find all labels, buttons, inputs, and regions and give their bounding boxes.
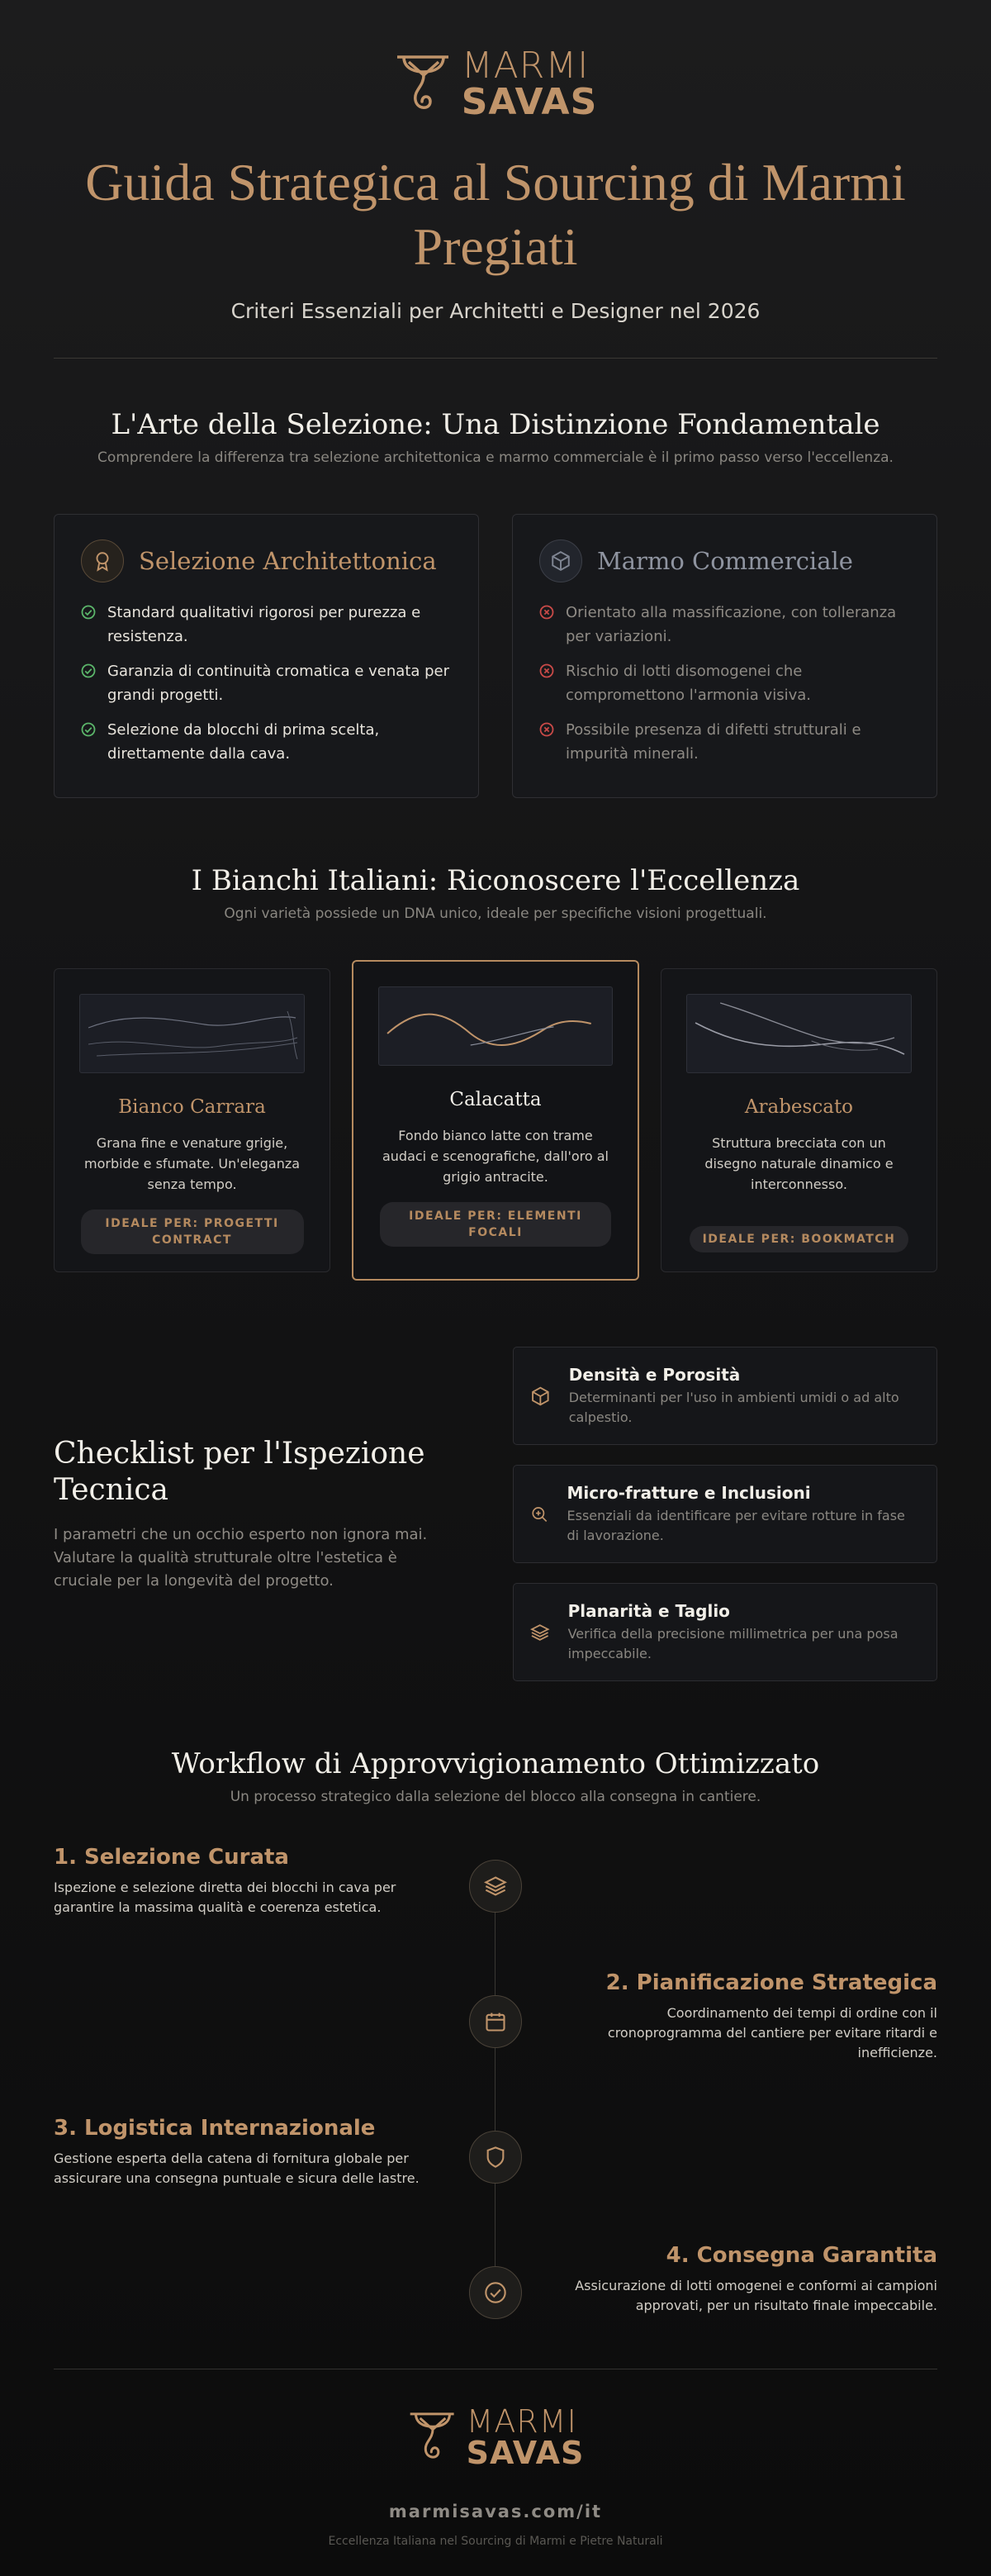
list-item: Standard qualitativi rigorosi per purezza e resistenza. (81, 601, 452, 649)
variety-tag: IDEALE PER: BOOKMATCH (690, 1226, 909, 1252)
marble-texture-image (378, 986, 613, 1066)
footer (54, 2369, 937, 2548)
check-circle-icon (81, 605, 96, 620)
check-circle-icon (81, 663, 96, 678)
workflow-step-desc: Coordinamento dei tempi di ordine con il cronoprogramma del cantiere per evitare ritardi e inefficienze. (607, 2005, 937, 2060)
architectural-title: Selezione Architettonica (139, 547, 437, 575)
page-title: Guida Strategica al Sourcing di Marmi Pregiati (85, 153, 906, 276)
header (54, 0, 937, 323)
variety-name: Calacatta (449, 1089, 542, 1110)
variety-card-bianco-carrara[interactable] (54, 968, 330, 1272)
varieties-subtitle: Ogni varietà possiede un DNA unico, ideale per specifiche visioni progettuali. (224, 905, 767, 922)
variety-card-arabescato[interactable] (661, 968, 937, 1272)
checklist-title: Checklist per l'Ispezione Tecnica (54, 1437, 425, 1507)
check-circle-icon (81, 722, 96, 737)
brand-logo[interactable] (54, 45, 937, 123)
varieties-title: I Bianchi Italiani: Riconoscere l'Eccellenza (191, 864, 800, 897)
page-subtitle: Criteri Essenziali per Architetti e Designer nel 2026 (230, 299, 761, 323)
checklist-item-desc: Essenziali da identificare per evitare rotture in fase di lavorazione. (567, 1507, 905, 1543)
list-item: Orientato alla massificazione, con tolleranza per variazioni. (539, 601, 910, 649)
selection-section (54, 408, 937, 798)
commercial-card (512, 514, 937, 798)
workflow-timeline (54, 1837, 937, 2332)
checklist-item-desc: Verifica della precisione millimetrica per una posa impeccabile. (567, 1625, 899, 1661)
list-item: Rischio di lotti disomogenei che compromettono l'armonia visiva. (539, 659, 910, 707)
brand-line2: SAVAS (466, 2435, 585, 2471)
marble-texture-image (79, 994, 305, 1073)
checklist-item (513, 1583, 937, 1681)
workflow-step-desc: Gestione esperta della catena di fornitura globale per assicurare una consegna puntuale e sicura delle lastre. (54, 2151, 420, 2186)
workflow-step (557, 1970, 937, 2063)
workflow-step-title: 2. Pianificazione Strategica (605, 1970, 937, 1995)
commercial-title: Marmo Commerciale (597, 547, 853, 575)
workflow-step-title: 3. Logistica Internazionale (54, 2116, 376, 2141)
shield-icon (469, 2131, 522, 2184)
list-item: Garanzia di continuità cromatica e venata per grandi progetti. (81, 659, 452, 707)
header-divider (54, 358, 937, 359)
variety-desc: Struttura brecciata con un disegno naturale dinamico e interconnesso. (704, 1135, 894, 1192)
workflow-step-desc: Assicurazione di lotti omogenei e conformi ai campioni approvati, per un risultato finale impeccabile. (575, 2278, 937, 2313)
workflow-section (54, 1747, 937, 2332)
brand-line2: SAVAS (461, 81, 598, 123)
brand-line1: MARMI (466, 2403, 577, 2440)
variety-name: Arabescato (744, 1096, 854, 1118)
box-icon (530, 1385, 551, 1408)
layers-icon (530, 1621, 550, 1644)
workflow-step (54, 2116, 434, 2189)
checklist-desc: I parametri che un occhio esperto non ignora mai. Valutare la qualità strutturale oltre l'estetica è cruciale per la longevità del progetto. (54, 1526, 428, 1590)
logo-mark-icon (394, 50, 453, 118)
marble-texture-image (686, 994, 912, 1073)
checklist-item-title: Planarità e Taglio (567, 1600, 730, 1621)
x-circle-icon (539, 605, 554, 620)
checklist-item-title: Densità e Porosità (568, 1364, 741, 1385)
workflow-subtitle: Un processo strategico dalla selezione del blocco alla consegna in cantiere. (230, 1789, 761, 1805)
check-circle-icon (469, 2266, 522, 2319)
selection-title: L'Arte della Selezione: Una Distinzione Fondamentale (111, 408, 880, 441)
variety-name: Bianco Carrara (118, 1096, 266, 1118)
footer-logo[interactable] (54, 2403, 937, 2471)
architectural-card (54, 514, 479, 798)
checklist-item (513, 1465, 937, 1563)
variety-desc: Grana fine e venature grigie, morbide e sfumate. Un'eleganza senza tempo. (84, 1135, 301, 1192)
logo-mark-icon (407, 2408, 458, 2466)
timeline-line (495, 1886, 496, 2283)
brand-line1: MARMI (461, 45, 590, 87)
list-item: Possibile presenza di difetti strutturali e impurità minerali. (539, 718, 910, 766)
calendar-icon (469, 1995, 522, 2048)
checklist-item-title: Micro-fratture e Inclusioni (567, 1482, 811, 1503)
checklist-section (54, 1347, 937, 1701)
zoom-in-icon (530, 1503, 549, 1526)
variety-tag: IDEALE PER: ELEMENTI FOCALI (380, 1202, 611, 1247)
x-circle-icon (539, 722, 554, 737)
varieties-section (54, 864, 937, 1281)
selection-subtitle: Comprendere la differenza tra selezione architettonica e marmo commerciale è il primo passo verso l'eccellenza. (97, 449, 894, 466)
x-circle-icon (539, 663, 554, 678)
checklist-item (513, 1347, 937, 1445)
variety-desc: Fondo bianco latte con trame audaci e scenografiche, dall'oro al grigio antracite. (382, 1128, 609, 1185)
workflow-title: Workflow di Approvvigionamento Ottimizzato (171, 1747, 820, 1780)
list-item: Selezione da blocchi di prima scelta, direttamente dalla cava. (81, 718, 452, 766)
footer-tagline: Eccellenza Italiana nel Sourcing di Marmi e Pietre Naturali (328, 2535, 663, 2548)
cube-icon (539, 539, 582, 582)
checklist-item-desc: Determinanti per l'uso in ambienti umidi o ad alto calpestio. (568, 1389, 899, 1425)
workflow-step (54, 1845, 434, 1918)
workflow-step-title: 1. Selezione Curata (54, 1845, 289, 1870)
variety-tag: IDEALE PER: PROGETTI CONTRACT (81, 1210, 304, 1254)
footer-url-link[interactable]: marmisavas.com/it (388, 2502, 603, 2521)
variety-card-calacatta[interactable] (352, 960, 639, 1281)
workflow-step (557, 2243, 937, 2316)
workflow-step-desc: Ispezione e selezione diretta dei blocchi in cava per garantire la massima qualità e coerenza estetica. (54, 1880, 396, 1915)
award-icon (81, 539, 124, 582)
layers-icon (469, 1860, 522, 1913)
workflow-step-title: 4. Consegna Garantita (666, 2243, 937, 2268)
